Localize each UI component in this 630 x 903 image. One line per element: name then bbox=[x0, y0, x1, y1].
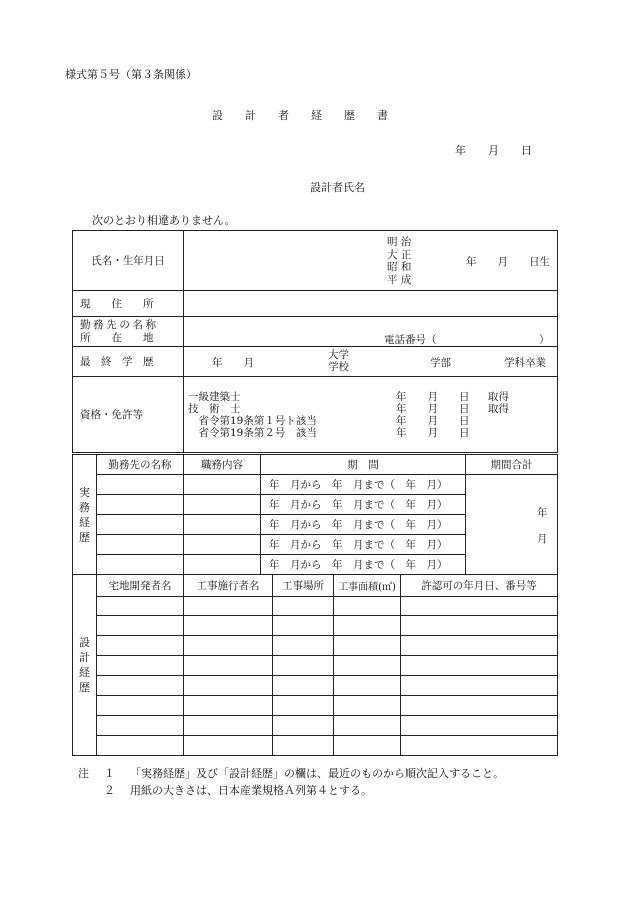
label-char: 設 bbox=[79, 636, 90, 649]
dob-suffix: 年 月 日生 bbox=[466, 256, 550, 268]
design-history-table bbox=[72, 574, 558, 756]
personal-info-table bbox=[72, 230, 558, 453]
qualification-status bbox=[486, 415, 546, 427]
developer-cell[interactable] bbox=[97, 676, 184, 696]
designer-name-label: 設計者氏名 bbox=[310, 181, 365, 194]
site-cell[interactable] bbox=[273, 696, 334, 716]
edu-department: 学科卒業 bbox=[504, 357, 546, 369]
site-cell[interactable] bbox=[273, 636, 334, 656]
header-workplace-name: 勤務先の名称 bbox=[97, 455, 184, 475]
qualification-status: 取得 bbox=[488, 391, 509, 403]
table-row bbox=[73, 475, 558, 495]
site-cell[interactable] bbox=[273, 716, 334, 736]
label-char: 務 bbox=[79, 500, 90, 514]
developer-cell[interactable] bbox=[97, 736, 184, 756]
job-content-cell[interactable] bbox=[184, 495, 261, 515]
name-dob-label: 氏名・生年月日 bbox=[73, 231, 184, 291]
era-showa: 昭 和 bbox=[387, 261, 412, 273]
permit-cell[interactable] bbox=[401, 716, 558, 736]
developer-cell[interactable] bbox=[97, 716, 184, 736]
table-row bbox=[73, 676, 558, 696]
era-taisho: 大 正 bbox=[387, 248, 412, 261]
edu-school-types bbox=[328, 349, 349, 373]
developer-cell[interactable] bbox=[97, 656, 184, 676]
developer-cell[interactable] bbox=[97, 636, 184, 656]
area-cell[interactable] bbox=[334, 716, 401, 736]
qualification-date: 年 月 日 bbox=[396, 391, 470, 403]
total-year: 年 bbox=[537, 507, 548, 519]
site-cell[interactable] bbox=[273, 597, 334, 616]
qualification-name: 一級建築士 bbox=[188, 391, 241, 403]
area-cell[interactable] bbox=[334, 696, 401, 716]
period-total-cell[interactable] bbox=[466, 475, 558, 575]
area-cell[interactable] bbox=[334, 636, 401, 656]
edu-year-month: 年 月 bbox=[212, 357, 254, 369]
table-row bbox=[73, 616, 558, 636]
period-cell[interactable]: 年 月から 年 月まで（ 年 月） bbox=[261, 515, 466, 535]
site-cell[interactable] bbox=[273, 736, 334, 756]
table-row bbox=[73, 597, 558, 616]
area-cell[interactable] bbox=[334, 736, 401, 756]
edu-faculty: 学部 bbox=[430, 357, 451, 369]
form-number: 様式第５号（第３条関係） bbox=[65, 68, 197, 81]
site-cell[interactable] bbox=[273, 616, 334, 636]
workplace-field[interactable] bbox=[184, 317, 558, 347]
phone-label: 電話番号（ bbox=[384, 334, 437, 346]
contractor-cell[interactable] bbox=[184, 736, 273, 756]
workplace-cell[interactable] bbox=[97, 475, 184, 495]
note-2-number: ２ bbox=[104, 784, 115, 797]
job-content-cell[interactable] bbox=[184, 475, 261, 495]
table-row bbox=[73, 716, 558, 736]
area-cell[interactable] bbox=[334, 676, 401, 696]
permit-cell[interactable] bbox=[401, 676, 558, 696]
qualifications-label: 資格・免許等 bbox=[73, 377, 184, 453]
era-heisei: 平 成 bbox=[387, 273, 412, 286]
qualification-status bbox=[486, 427, 546, 439]
qualification-name: 技 術 士 bbox=[188, 403, 241, 415]
work-history-table bbox=[72, 454, 558, 575]
label-char: 実 bbox=[79, 485, 90, 499]
job-content-cell[interactable] bbox=[184, 555, 261, 575]
area-cell[interactable] bbox=[334, 656, 401, 676]
workplace-name-label: 勤務先の名称 bbox=[80, 318, 159, 331]
developer-cell[interactable] bbox=[97, 597, 184, 616]
note-2-text: 用紙の大きさは、日本産業規格Ａ列第４とする。 bbox=[130, 784, 372, 797]
table-row bbox=[73, 696, 558, 716]
declaration-text: 次のとおり相違ありません。 bbox=[92, 214, 236, 227]
site-cell[interactable] bbox=[273, 676, 334, 696]
address-label: 現 住 所 bbox=[73, 291, 184, 317]
qualification-row bbox=[186, 403, 546, 415]
permit-cell[interactable] bbox=[401, 616, 558, 636]
label-char: 歴 bbox=[79, 530, 90, 544]
period-cell[interactable]: 年 月から 年 月まで（ 年 月） bbox=[261, 495, 466, 515]
contractor-cell[interactable] bbox=[184, 616, 273, 636]
period-cell[interactable]: 年 月から 年 月まで（ 年 月） bbox=[261, 535, 466, 555]
contractor-cell[interactable] bbox=[184, 636, 273, 656]
contractor-cell[interactable] bbox=[184, 597, 273, 616]
total-month: 月 bbox=[537, 533, 548, 545]
header-permit: 許認可の年月日、番号等 bbox=[401, 575, 558, 597]
name-dob-field[interactable] bbox=[184, 231, 558, 291]
label-char: 経 bbox=[79, 666, 90, 679]
workplace-cell[interactable] bbox=[97, 515, 184, 535]
table-row bbox=[73, 736, 558, 756]
qualification-row bbox=[186, 427, 546, 439]
header-area: 工事面積(㎡) bbox=[334, 575, 401, 597]
period-cell[interactable]: 年 月から 年 月まで（ 年 月） bbox=[261, 475, 466, 495]
contractor-cell[interactable] bbox=[184, 716, 273, 736]
header-contractor: 工事施行者名 bbox=[184, 575, 273, 597]
label-char: 計 bbox=[79, 651, 90, 664]
qualifications-field[interactable] bbox=[184, 377, 558, 453]
header-period: 期 間 bbox=[261, 455, 466, 475]
label-char: 歴 bbox=[79, 681, 90, 694]
edu-school: 学校 bbox=[328, 361, 349, 373]
phone-close: ） bbox=[539, 334, 550, 346]
developer-cell[interactable] bbox=[97, 696, 184, 716]
developer-cell[interactable] bbox=[97, 616, 184, 636]
qualification-row bbox=[186, 391, 546, 403]
header-job-content: 職務内容 bbox=[184, 455, 261, 475]
area-cell[interactable] bbox=[334, 597, 401, 616]
permit-cell[interactable] bbox=[401, 636, 558, 656]
note-1-text: 「実務経歴」及び「設計経歴」の欄は、最近のものから順次記入すること。 bbox=[130, 767, 504, 780]
site-cell[interactable] bbox=[273, 656, 334, 676]
qualification-date: 年 月 日 bbox=[396, 427, 470, 439]
qualification-date: 年 月 日 bbox=[396, 403, 470, 415]
table-row bbox=[73, 656, 558, 676]
workplace-cell[interactable] bbox=[97, 495, 184, 515]
header-developer: 宅地開発者名 bbox=[97, 575, 184, 597]
education-label: 最 終 学 歴 bbox=[73, 347, 184, 377]
permit-cell[interactable] bbox=[401, 696, 558, 716]
qualifications-list bbox=[186, 391, 546, 439]
qualification-status: 取得 bbox=[488, 403, 509, 415]
design-history-label bbox=[73, 575, 97, 756]
address-field[interactable] bbox=[184, 291, 558, 317]
period-cell[interactable]: 年 月から 年 月まで（ 年 月） bbox=[261, 555, 466, 575]
permit-cell[interactable] bbox=[401, 597, 558, 616]
table-row bbox=[73, 636, 558, 656]
work-history-label bbox=[73, 455, 97, 575]
workplace-labels bbox=[73, 317, 184, 347]
contractor-cell[interactable] bbox=[184, 676, 273, 696]
label-char: 経 bbox=[79, 515, 90, 529]
era-meiji: 明 治 bbox=[387, 236, 412, 248]
header-site: 工事場所 bbox=[273, 575, 334, 597]
education-field[interactable] bbox=[184, 347, 558, 377]
workplace-address-label: 所 在 地 bbox=[80, 331, 154, 344]
note-1-number: １ bbox=[104, 767, 115, 780]
job-content-cell[interactable] bbox=[184, 535, 261, 555]
date-line: 年 月 日 bbox=[455, 144, 532, 157]
area-cell[interactable] bbox=[334, 616, 401, 636]
permit-cell[interactable] bbox=[401, 736, 558, 756]
header-period-total: 期間合計 bbox=[466, 455, 558, 475]
job-content-cell[interactable] bbox=[184, 515, 261, 535]
workplace-cell[interactable] bbox=[97, 555, 184, 575]
page-title: 設 計 者 経 歴 書 bbox=[212, 109, 388, 122]
workplace-cell[interactable] bbox=[97, 535, 184, 555]
edu-university: 大学 bbox=[328, 349, 349, 361]
permit-cell[interactable] bbox=[401, 656, 558, 676]
contractor-cell[interactable] bbox=[184, 696, 273, 716]
contractor-cell[interactable] bbox=[184, 656, 273, 676]
qualification-name: 省令第19条第２号 該当 bbox=[188, 427, 317, 439]
notes-prefix: 注 bbox=[78, 767, 89, 780]
qualification-row bbox=[186, 415, 546, 427]
qualification-date: 年 月 日 bbox=[396, 415, 470, 427]
era-list bbox=[387, 236, 411, 286]
qualification-name: 省令第19条第１号ト該当 bbox=[188, 415, 317, 427]
